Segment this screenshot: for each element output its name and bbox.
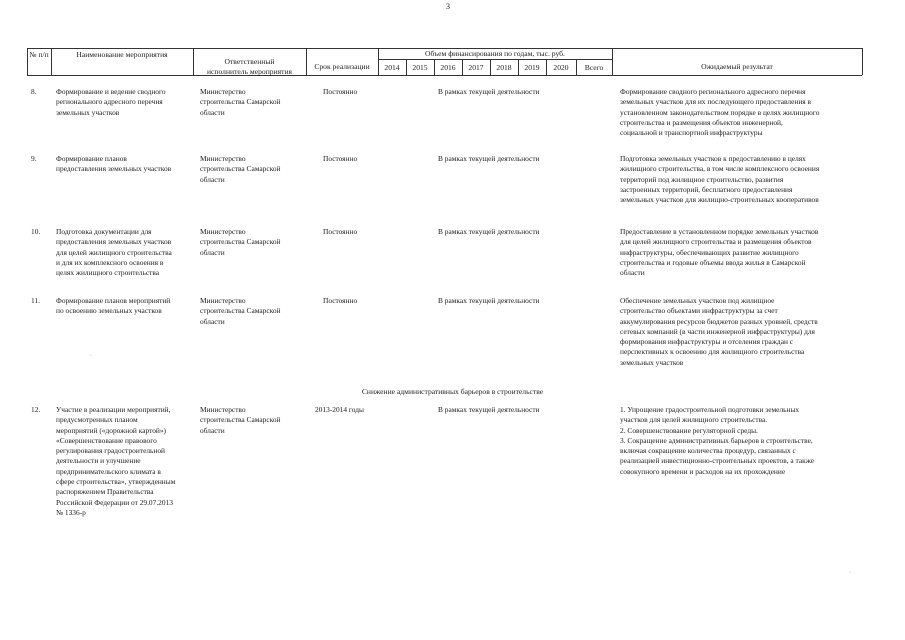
row-number: 11.	[31, 296, 40, 305]
header-year: 2017	[468, 63, 484, 72]
row-number: 12.	[31, 405, 41, 414]
header-year: 2014	[384, 63, 400, 72]
page-number: 3	[446, 2, 450, 11]
row-result: Предоставление в установленном порядке земельных участков для целей жилищного строительства и размещения объектов инфраструктуры, обеспечивающих развитие жилищного строительства и годовые объемы ввода жилья в Самарской области	[620, 227, 819, 278]
row-result: 1. Упрощение градостроительной подготовки земельных участков для целей жилищного строительства. 2. Совершенствование регуляторной среды. 3. Сокращение административных барьеров в строительстве, включая сокращение количества процедур, связанных с реализацией инвестиционно-строительных проектов, а также совокупного времени и расходов на их прохождение	[620, 405, 815, 476]
row-term: Постоянно	[323, 296, 358, 305]
row-result: Обеспечение земельных участков под жилищное строительство объектами инфраструктуры за счет аккумулирования ресурсов бюджетов разных уровней, средств сетевых компаний (в части инженерной инфраструктуры) для формирования инфраструктуры и отселения граждан с перспективных к освоению для жилищного строительства земельных участков	[620, 296, 818, 367]
row-term: 2013-2014 годы	[315, 405, 364, 414]
header-term: Срок реализации	[314, 62, 370, 71]
header-border-right	[862, 48, 863, 75]
row-name: Формирование и ведение сводного регионального адресного перечня земельных участков	[56, 87, 166, 117]
header-responsible-line1: Ответственный	[224, 57, 275, 66]
header-year: 2016	[440, 63, 456, 72]
row-responsible: Министерство строительства Самарской области	[200, 296, 281, 326]
row-term: Постоянно	[323, 87, 358, 96]
row-financing: В рамках текущей деятельности	[438, 227, 540, 236]
header-total: Всего	[584, 63, 604, 72]
row-term: Постоянно	[323, 227, 358, 236]
row-name: Подготовка документации для предоставления земельных участков для целей жилищного строительства и для их комплексного освоения в целях жилищного строительства	[56, 227, 172, 278]
row-result: Формирование сводного регионального адресного перечня земельных участков для их последующего предоставления в установленном законодательством порядке в целях жилищного строительства и размещения объектов инженерной, социальной и транспортной инфраструктуры	[620, 87, 820, 138]
row-financing: В рамках текущей деятельности	[438, 87, 540, 96]
row-responsible: Министерство строительства Самарской области	[200, 87, 281, 117]
row-financing: В рамках текущей деятельности	[438, 296, 540, 305]
row-name: Участие в реализации мероприятий, предусмотренных планом мероприятий («дорожной картой») «Совершенствование правового регулирования градостроительной деятельности и улучшение предпринимательского климата в сфере строительства», утвержденным распоряжением Правительства Российской Федерации от 29.07.2013 № 1336-р	[56, 405, 176, 517]
header-financing: Объем финансирования по годам, тыс. руб.	[425, 49, 565, 58]
header-year: 2018	[496, 63, 512, 72]
row-name: Формирование планов мероприятий по освоению земельных участков	[56, 296, 171, 316]
row-number: 9.	[31, 154, 37, 163]
scan-speck: ·	[849, 570, 851, 576]
header-responsible-line2: исполнитель мероприятия	[206, 67, 292, 76]
row-financing: В рамках текущей деятельности	[438, 405, 540, 414]
row-number: 8.	[31, 87, 37, 96]
row-responsible: Министерство строительства Самарской области	[200, 405, 281, 435]
row-number: 10.	[31, 227, 41, 236]
row-responsible: Министерство строительства Самарской области	[200, 154, 281, 184]
section-heading: Снижение административных барьеров в строительстве	[361, 387, 544, 396]
row-responsible: Министерство строительства Самарской области	[200, 227, 281, 257]
row-result: Подготовка земельных участков к предоставлению в целях жилищного строительства, в том числе комплексного освоения территорий под жилищное строительство, развития застроенных территорий, бесплатного предоставления земельных участков для жилищно-строительных кооперативов	[620, 154, 820, 205]
header-bottom-border	[27, 75, 862, 76]
row-financing: В рамках текущей деятельности	[438, 154, 540, 163]
row-name: Формирование планов предоставления земельных участков	[56, 154, 172, 174]
header-year: 2020	[553, 63, 569, 72]
header-year: 2015	[412, 63, 428, 72]
scan-speck: ·	[90, 353, 92, 359]
header-year: 2019	[524, 63, 540, 72]
row-term: Постоянно	[323, 154, 358, 163]
header-num: № п/п	[29, 50, 49, 59]
header-result: Ожидаемый результат	[701, 62, 773, 71]
header-name: Наименование мероприятия	[76, 50, 168, 59]
